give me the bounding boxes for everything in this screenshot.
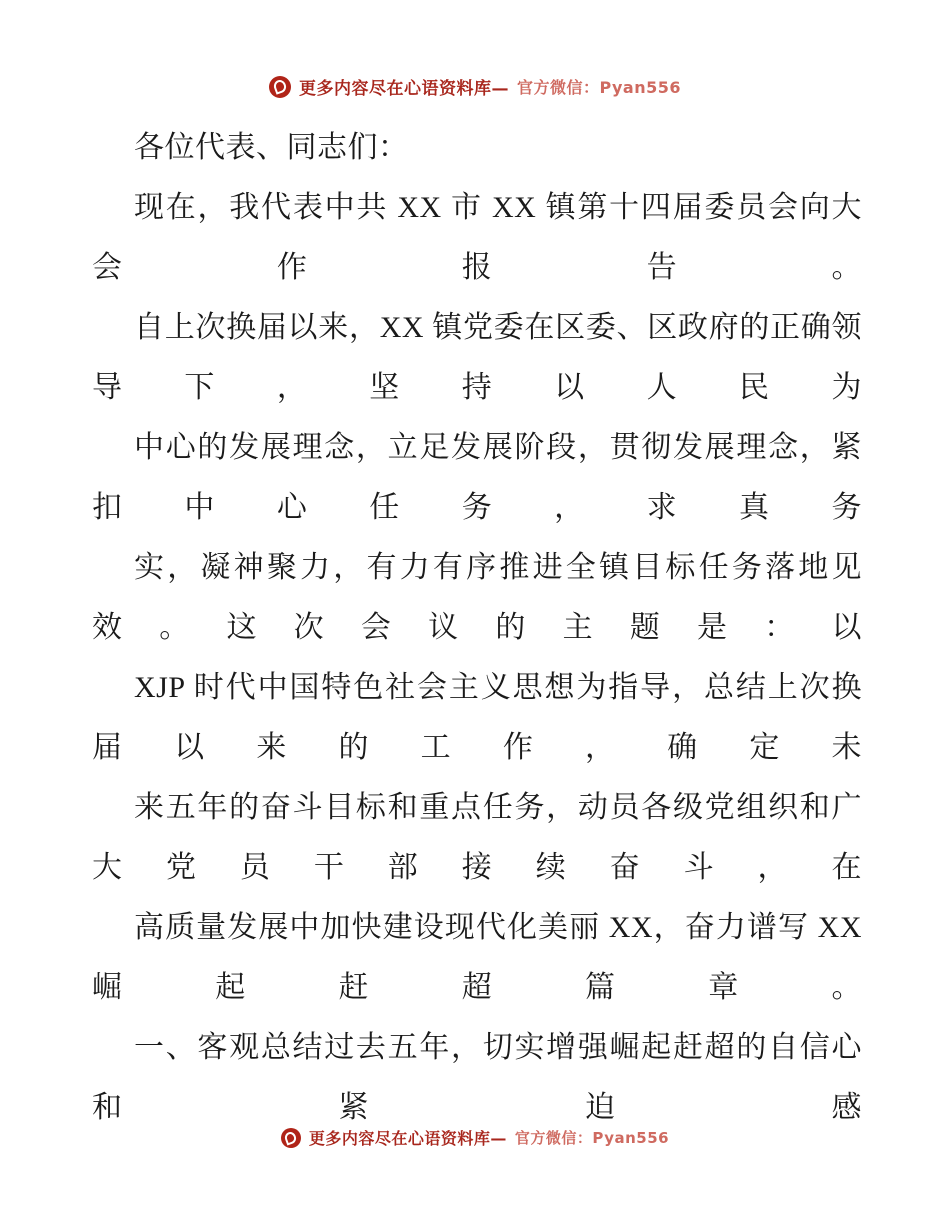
paragraph: 一、客观总结过去五年，切实增强崛起赶超的自信心和紧迫感 bbox=[92, 1031, 862, 1124]
paragraph: 现在，我代表中共 XX 市 XX 镇第十四届委员会向大会作报告。 bbox=[92, 191, 862, 284]
watermark-wechat-text: 官方微信：Pyan556 bbox=[516, 78, 682, 97]
watermark-main-text: 更多内容尽在心语资料库— bbox=[298, 79, 509, 99]
watermark-main-text: 更多内容尽在心语资料库— bbox=[308, 1129, 507, 1148]
paragraph: 来五年的奋斗目标和重点任务，动员各级党组织和广大党员干部接续奋斗，在 bbox=[92, 791, 862, 884]
paragraph: 中心的发展理念，立足发展阶段，贯彻发展理念，紧扣中心任务，求真务 bbox=[92, 431, 862, 524]
rose-logo-icon bbox=[281, 1128, 301, 1148]
watermark-top bbox=[0, 74, 950, 99]
paragraph: 高质量发展中加快建设现代化美丽 XX，奋力谱写 XX 崛起赶超篇章。 bbox=[92, 911, 862, 1004]
rose-logo-icon bbox=[269, 76, 291, 98]
paragraph: XJP 时代中国特色社会主义思想为指导，总结上次换届以来的工作，确定未 bbox=[92, 671, 862, 764]
watermark-bottom bbox=[0, 1126, 950, 1149]
paragraph: 自上次换届以来，XX 镇党委在区委、区政府的正确领导下，坚持以人民为 bbox=[92, 311, 862, 404]
watermark-wechat-text: 官方微信：Pyan556 bbox=[514, 1129, 670, 1147]
document-body bbox=[92, 118, 862, 1138]
paragraph: 实，凝神聚力，有力有序推进全镇目标任务落地见效。这次会议的主题是：以 bbox=[92, 551, 862, 644]
paragraph: 各位代表、同志们： bbox=[134, 131, 409, 164]
